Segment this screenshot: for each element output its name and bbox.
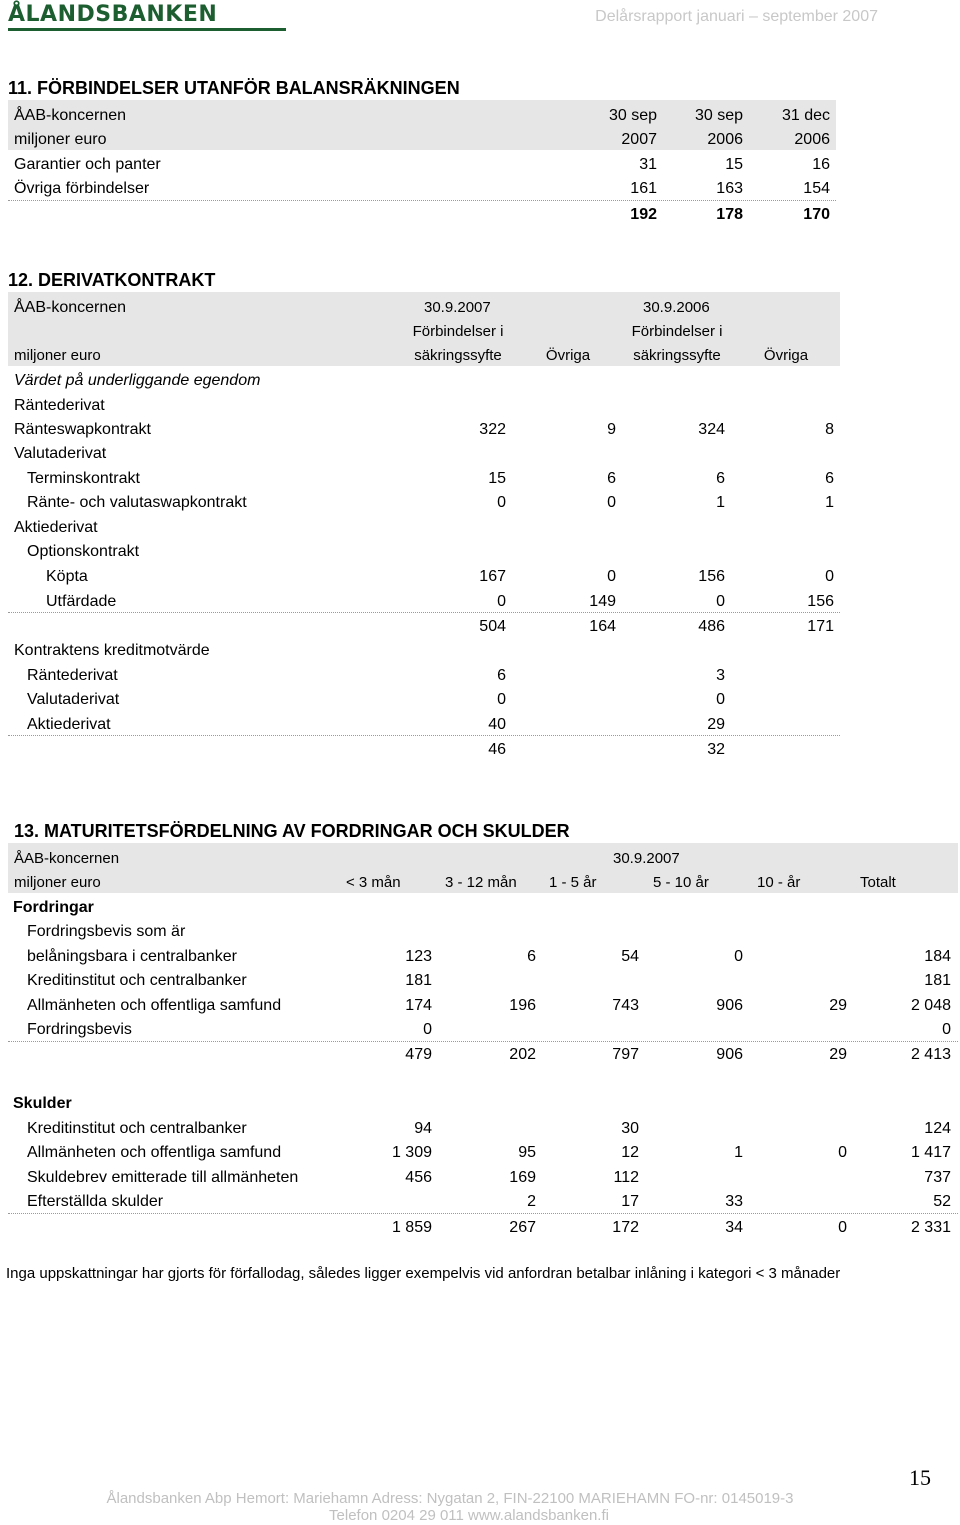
- s13-h2-c1: < 3 mån: [346, 874, 401, 891]
- table-cell: 2 331: [910, 1219, 951, 1236]
- table-cell: 169: [509, 1169, 536, 1186]
- table-row-label: Valutaderivat: [27, 691, 120, 708]
- table-cell: 267: [509, 1219, 536, 1236]
- table-row-label: belåningsbara i centralbanker: [27, 948, 237, 965]
- table-cell: 0: [825, 568, 834, 585]
- table-cell: 149: [589, 593, 616, 610]
- table-cell: 52: [933, 1193, 951, 1210]
- s13-h2-c4: 5 - 10 år: [653, 874, 709, 891]
- table-row-label: Aktiederivat: [27, 716, 111, 733]
- table-cell: 34: [725, 1219, 743, 1236]
- table-cell: 0: [716, 691, 725, 708]
- table-cell: 0: [716, 593, 725, 610]
- table-cell: 95: [518, 1144, 536, 1161]
- table-row-label: Fordringsbevis: [27, 1021, 132, 1038]
- table-cell: 1: [825, 494, 834, 511]
- table-cell: 3: [716, 667, 725, 684]
- table-row-label: Fordringsbevis som är: [27, 923, 186, 940]
- s12-date-2006: 30.9.2006: [643, 299, 710, 316]
- table-cell: 112: [613, 1169, 639, 1186]
- s13-h1-label: ÅAB-koncernen: [14, 850, 120, 867]
- table-cell: 6: [716, 470, 725, 487]
- table-cell: 1 417: [910, 1144, 951, 1161]
- table-cell: 324: [698, 421, 725, 438]
- table-cell: 0: [607, 494, 616, 511]
- footnote: Inga uppskattningar har gjorts för förfallodag, således ligger exempelvis vid anfordran betalbar inlåning i kategori < 3 månader: [6, 1265, 841, 1282]
- s11-h1-label: ÅAB-koncernen: [14, 107, 127, 124]
- table-row-label: Övriga förbindelser: [14, 180, 150, 197]
- table-cell: 15: [488, 470, 506, 487]
- table-cell: 94: [414, 1120, 432, 1137]
- section-11-title: 11. FÖRBINDELSER UTANFÖR BALANSRÄKNINGEN: [8, 78, 460, 98]
- table-cell: 167: [479, 568, 506, 585]
- table-row-label: Allmänheten och offentliga samfund: [27, 1144, 282, 1161]
- table-row-label: Efterställda skulder: [27, 1193, 164, 1210]
- divider: [8, 735, 840, 736]
- section-12-title: 12. DERIVATKONTRAKT: [8, 270, 216, 290]
- table-cell: 1 309: [391, 1144, 432, 1161]
- skulder-heading: Skulder: [13, 1095, 72, 1112]
- table-cell: 164: [589, 618, 616, 635]
- table-row-label: Ränteswapkontrakt: [14, 421, 151, 438]
- table-cell: 156: [807, 593, 834, 610]
- table-cell: 163: [716, 180, 743, 197]
- table-cell: 29: [829, 997, 847, 1014]
- table-row-label: Köpta: [46, 568, 88, 585]
- s12-h2-a: Förbindelser i: [412, 323, 504, 340]
- table-row-label: Optionskontrakt: [27, 543, 140, 560]
- table-row-label: Värdet på underliggande egendom: [14, 372, 261, 389]
- table-cell: 124: [924, 1120, 951, 1137]
- s12-date-2007: 30.9.2007: [424, 299, 491, 316]
- table-cell: 174: [405, 997, 432, 1014]
- table-row-label: Skuldebrev emitterade till allmänheten: [27, 1169, 299, 1186]
- section-13-title: 13. MATURITETSFÖRDELNING AV FORDRINGAR OCH SKULDER: [14, 821, 570, 841]
- report-title: Delårsrapport januari – september 2007: [595, 8, 878, 25]
- table-cell: 30: [621, 1120, 639, 1137]
- table-cell: 1: [734, 1144, 743, 1161]
- table-row-label: Utfärdade: [46, 593, 117, 610]
- table-cell: 0: [497, 593, 506, 610]
- table-cell: 0: [423, 1021, 432, 1038]
- s11-h2-c1: 2007: [621, 131, 657, 148]
- s11-total-c2: 178: [716, 206, 743, 223]
- table-cell: 2 413: [910, 1046, 951, 1063]
- table-cell: 0: [497, 494, 506, 511]
- table-row-label: Ränte- och valutaswapkontrakt: [27, 494, 247, 511]
- table-cell: 906: [716, 997, 743, 1014]
- s12-h3-c2: Övriga: [545, 347, 591, 364]
- table-cell: 154: [803, 180, 830, 197]
- table-row-label: Aktiederivat: [14, 519, 98, 536]
- table-cell: 29: [829, 1046, 847, 1063]
- table-cell: 0: [942, 1021, 951, 1038]
- s12-h3-c3: säkringssyfte: [633, 347, 721, 364]
- divider: [8, 1213, 958, 1214]
- table-row-label: Kreditinstitut och centralbanker: [27, 1120, 247, 1137]
- table-cell: 181: [924, 972, 951, 989]
- divider: [8, 1041, 958, 1042]
- table-cell: 2: [527, 1193, 536, 1210]
- table-cell: 181: [405, 972, 432, 989]
- table-cell: 486: [698, 618, 725, 635]
- s12-h3-c1: säkringssyfte: [414, 347, 502, 364]
- table-row-label: Garantier och panter: [14, 156, 161, 173]
- table-cell: 12: [621, 1144, 639, 1161]
- table-cell: 9: [607, 421, 616, 438]
- table-cell: 15: [725, 156, 743, 173]
- table-cell: 171: [807, 618, 834, 635]
- table-cell: 322: [479, 421, 506, 438]
- table-cell: 1: [716, 494, 725, 511]
- table-cell: 29: [707, 716, 725, 733]
- table-cell: 743: [612, 997, 639, 1014]
- table-cell: 6: [607, 470, 616, 487]
- table-cell: 172: [612, 1219, 639, 1236]
- table-row-label: Räntederivat: [27, 667, 118, 684]
- table-cell: 17: [621, 1193, 639, 1210]
- page-number: 15: [909, 1465, 931, 1490]
- table-cell: 0: [838, 1219, 847, 1236]
- table-cell: 6: [527, 948, 536, 965]
- table-cell: 737: [924, 1169, 951, 1186]
- s11-h1-c1: 30 sep: [608, 107, 657, 124]
- s13-h2-label: miljoner euro: [14, 874, 101, 891]
- alandsbanken-logo: ÅLANDSBANKEN: [8, 2, 218, 27]
- table-cell: 161: [630, 180, 657, 197]
- table-cell: 2 048: [910, 997, 951, 1014]
- s13-h2-c3: 1 - 5 år: [549, 874, 597, 891]
- table-cell: 1 859: [391, 1219, 432, 1236]
- table-cell: 0: [497, 691, 506, 708]
- table-cell: 196: [509, 997, 536, 1014]
- table-cell: 202: [509, 1046, 536, 1063]
- table-cell: 0: [607, 568, 616, 585]
- table-cell: 456: [405, 1169, 432, 1186]
- table-cell: 16: [812, 156, 830, 173]
- table-cell: 123: [405, 948, 432, 965]
- table-cell: 6: [825, 470, 834, 487]
- table-cell: 0: [838, 1144, 847, 1161]
- s11-h1-c2: 30 sep: [694, 107, 743, 124]
- table-row-label: Terminskontrakt: [27, 470, 140, 487]
- table-cell: 156: [698, 568, 725, 585]
- s11-h1-c3: 31 dec: [781, 107, 830, 124]
- table-row-label: Räntederivat: [14, 397, 105, 414]
- s13-date: 30.9.2007: [613, 850, 680, 867]
- table-cell: 46: [488, 741, 506, 758]
- logo-underline: [8, 28, 286, 31]
- table-cell: 31: [639, 156, 657, 173]
- s12-h3-c4: Övriga: [763, 347, 809, 364]
- table-cell: 479: [405, 1046, 432, 1063]
- s11-h2-c2: 2006: [707, 131, 743, 148]
- s12-h1-label: ÅAB-koncernen: [14, 299, 127, 316]
- s13-h2-c5: 10 - år: [757, 874, 801, 891]
- table-cell: 32: [707, 741, 725, 758]
- s13-h2-c6: Totalt: [860, 874, 896, 891]
- table-cell: 504: [479, 618, 506, 635]
- divider: [8, 612, 840, 613]
- table-row-label: Kreditinstitut och centralbanker: [27, 972, 247, 989]
- table-cell: 54: [621, 948, 639, 965]
- s12-h2-b: Förbindelser i: [631, 323, 723, 340]
- table-cell: 797: [612, 1046, 639, 1063]
- s12-h3-label: miljoner euro: [14, 347, 101, 364]
- footer-address: Ålandsbanken Abp Hemort: Mariehamn Adress: Nygatan 2, FIN-22100 MARIEHAMN FO-nr: 0145019-3: [106, 1490, 794, 1507]
- table-cell: 6: [497, 667, 506, 684]
- fordringar-heading: Fordringar: [13, 899, 94, 916]
- table-cell: 184: [924, 948, 951, 965]
- table-row-label: Kontraktens kreditmotvärde: [14, 642, 210, 659]
- table-row-label: Allmänheten och offentliga samfund: [27, 997, 282, 1014]
- s11-h2-c3: 2006: [794, 131, 830, 148]
- table-cell: 33: [725, 1193, 743, 1210]
- s11-total-c1: 192: [630, 206, 657, 223]
- s11-h2-label: miljoner euro: [14, 131, 107, 148]
- table-cell: 8: [825, 421, 834, 438]
- table-cell: 0: [734, 948, 743, 965]
- s13-h2-c2: 3 - 12 mån: [445, 874, 517, 891]
- table-cell: 906: [716, 1046, 743, 1063]
- divider: [8, 200, 836, 201]
- table-cell: 40: [488, 716, 506, 733]
- table-row-label: Valutaderivat: [14, 445, 107, 462]
- footer-contact: Telefon 0204 29 011 www.alandsbanken.fi: [329, 1507, 609, 1524]
- s11-total-c3: 170: [803, 206, 830, 223]
